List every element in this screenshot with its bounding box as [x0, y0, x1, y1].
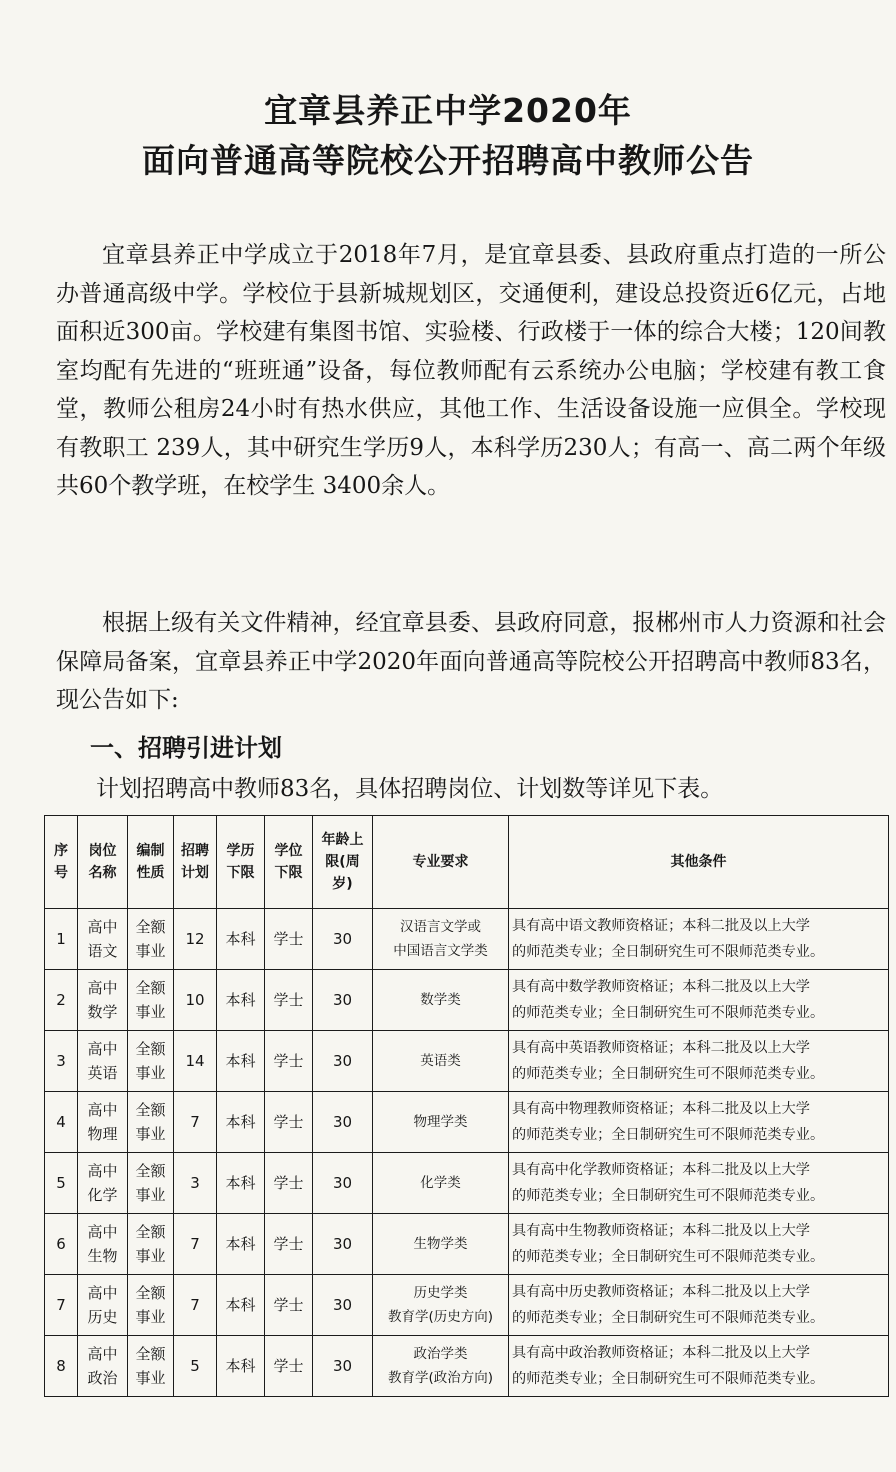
- cell-post: [78, 970, 128, 1031]
- header-text: 下限: [226, 865, 255, 881]
- cell-age: 30: [313, 1031, 373, 1092]
- cell-major-text: 历史学类: [413, 1285, 468, 1301]
- cell-edu: 本科: [217, 970, 265, 1031]
- cell-no: 2: [45, 970, 78, 1031]
- cell-no: 7: [45, 1275, 78, 1336]
- cell-major: [373, 1214, 509, 1275]
- header-text: 学位: [274, 843, 303, 859]
- cell-cond: [509, 1031, 889, 1092]
- cell-cond-text: 的师范类专业；全日制研究生可不限师范类专业。: [512, 1249, 825, 1265]
- cell-major: [373, 1153, 509, 1214]
- table-row: [45, 1153, 889, 1214]
- header-text: 名称: [88, 865, 117, 881]
- cell-type-text: 全额: [135, 918, 166, 936]
- header-text: 限(周: [325, 854, 360, 870]
- cell-type: [128, 1031, 174, 1092]
- header-text: 编制: [136, 843, 165, 859]
- cell-post: [78, 1275, 128, 1336]
- header-text: 年龄上: [321, 832, 364, 848]
- cell-count: 10: [174, 970, 217, 1031]
- table-row: [45, 1336, 889, 1397]
- header-col-count: [174, 816, 217, 909]
- table-body: [45, 909, 889, 1397]
- cell-degree: 学士: [265, 1153, 313, 1214]
- title-line-1: 宜章县养正中学2020年: [264, 91, 632, 130]
- cell-post-text: 高中: [87, 1284, 118, 1302]
- cell-cond: [509, 970, 889, 1031]
- cell-post-text: 历史: [87, 1308, 118, 1326]
- cell-major-text: 英语类: [420, 1053, 461, 1069]
- cell-major-text: 生物学类: [413, 1236, 468, 1252]
- header-col-cond: [509, 816, 889, 909]
- cell-type-text: 全额: [135, 1284, 166, 1302]
- cell-major: [373, 1275, 509, 1336]
- cell-degree: 学士: [265, 1214, 313, 1275]
- cell-major: [373, 1031, 509, 1092]
- cell-type: [128, 1153, 174, 1214]
- cell-post-text: 高中: [87, 1040, 118, 1058]
- cell-post: [78, 909, 128, 970]
- cell-cond-text: 的师范类专业；全日制研究生可不限师范类专业。: [512, 1066, 825, 1082]
- cell-no: 6: [45, 1214, 78, 1275]
- cell-major: [373, 1336, 509, 1397]
- cell-degree: 学士: [265, 1336, 313, 1397]
- header-col-major: [373, 816, 509, 909]
- cell-post-text: 高中: [87, 1223, 118, 1241]
- cell-type-text: 事业: [135, 1064, 166, 1082]
- cell-type: [128, 1336, 174, 1397]
- cell-type: [128, 1092, 174, 1153]
- cell-no: 4: [45, 1092, 78, 1153]
- table-row: [45, 970, 889, 1031]
- cell-cond-text: 的师范类专业；全日制研究生可不限师范类专业。: [512, 1127, 825, 1143]
- cell-major: [373, 1092, 509, 1153]
- cell-cond-text: 的师范类专业；全日制研究生可不限师范类专业。: [512, 944, 825, 960]
- cell-post: [78, 1336, 128, 1397]
- cell-type-text: 全额: [135, 979, 166, 997]
- cell-no: 5: [45, 1153, 78, 1214]
- cell-no: 3: [45, 1031, 78, 1092]
- table-row: [45, 1275, 889, 1336]
- cell-type-text: 事业: [135, 1125, 166, 1143]
- cell-edu: 本科: [217, 1214, 265, 1275]
- cell-cond-text: 具有高中数学教师资格证；本科二批及以上大学: [512, 979, 810, 995]
- cell-type: [128, 1214, 174, 1275]
- cell-age: 30: [313, 1336, 373, 1397]
- basis-paragraph: [56, 604, 886, 720]
- cell-type-text: 事业: [135, 1003, 166, 1021]
- header-col-type: [128, 816, 174, 909]
- cell-age: 30: [313, 1214, 373, 1275]
- cell-degree: 学士: [265, 1092, 313, 1153]
- cell-post: [78, 1031, 128, 1092]
- cell-post-text: 生物: [87, 1247, 118, 1265]
- cell-cond-text: 具有高中政治教师资格证；本科二批及以上大学: [512, 1345, 810, 1361]
- cell-no: 1: [45, 909, 78, 970]
- header-text: 性质: [136, 865, 165, 881]
- cell-degree: 学士: [265, 1031, 313, 1092]
- cell-count: 14: [174, 1031, 217, 1092]
- cell-cond-text: 具有高中化学教师资格证；本科二批及以上大学: [512, 1162, 810, 1178]
- cell-type-text: 全额: [135, 1162, 166, 1180]
- cell-type: [128, 1275, 174, 1336]
- cell-count: 12: [174, 909, 217, 970]
- cell-cond-text: 的师范类专业；全日制研究生可不限师范类专业。: [512, 1371, 825, 1387]
- cell-post: [78, 1092, 128, 1153]
- cell-post: [78, 1214, 128, 1275]
- cell-type-text: 事业: [135, 942, 166, 960]
- cell-cond-text: 的师范类专业；全日制研究生可不限师范类专业。: [512, 1310, 825, 1326]
- cell-age: 30: [313, 1153, 373, 1214]
- cell-major-text: 数学类: [420, 992, 461, 1008]
- cell-major-text: 汉语言文学或: [400, 919, 481, 935]
- cell-cond: [509, 1092, 889, 1153]
- cell-count: 7: [174, 1275, 217, 1336]
- header-text: 岗位: [88, 843, 117, 859]
- cell-cond-text: 的师范类专业；全日制研究生可不限师范类专业。: [512, 1188, 825, 1204]
- cell-edu: 本科: [217, 1336, 265, 1397]
- header-text: 序: [54, 843, 68, 859]
- cell-type-text: 全额: [135, 1223, 166, 1241]
- header-text: 号: [54, 865, 68, 881]
- cell-age: 30: [313, 909, 373, 970]
- cell-type-text: 全额: [135, 1040, 166, 1058]
- basis-text: 根据上级有关文件精神，经宜章县委、县政府同意，报郴州市人力资源和社会保障局备案，宜章县养正中学2020年面向普通高等院校公开招聘高中教师83名，现公告如下:: [56, 610, 886, 713]
- cell-post-text: 英语: [87, 1064, 118, 1082]
- cell-cond-text: 具有高中语文教师资格证；本科二批及以上大学: [512, 918, 810, 934]
- cell-cond: [509, 1153, 889, 1214]
- plan-summary: 计划招聘高中教师83名，具体招聘岗位、计划数等详见下表。: [96, 776, 724, 802]
- cell-major-text: 中国语言文学类: [393, 943, 488, 959]
- cell-age: 30: [313, 1275, 373, 1336]
- header-text: 招聘: [181, 843, 209, 859]
- table-row: [45, 1214, 889, 1275]
- cell-count: 7: [174, 1214, 217, 1275]
- cell-type-text: 事业: [135, 1369, 166, 1387]
- header-text: 其他条件: [670, 854, 727, 870]
- header-col-no: [45, 816, 78, 909]
- cell-edu: 本科: [217, 1031, 265, 1092]
- header-text: 计划: [181, 865, 209, 881]
- cell-type-text: 事业: [135, 1186, 166, 1204]
- cell-type: [128, 909, 174, 970]
- announcement-title: [0, 86, 896, 186]
- section-heading: 一、招聘引进计划: [90, 734, 282, 762]
- cell-no: 8: [45, 1336, 78, 1397]
- cell-cond: [509, 1214, 889, 1275]
- cell-degree: 学士: [265, 1275, 313, 1336]
- header-text: 学历: [226, 843, 255, 859]
- cell-post-text: 政治: [87, 1369, 118, 1387]
- header-text: 下限: [274, 865, 303, 881]
- cell-cond-text: 的师范类专业；全日制研究生可不限师范类专业。: [512, 1005, 825, 1021]
- cell-edu: 本科: [217, 1092, 265, 1153]
- header-text: 专业要求: [412, 854, 469, 870]
- header-col-degree: [265, 816, 313, 909]
- cell-major: [373, 909, 509, 970]
- cell-major-text: 物理学类: [413, 1114, 468, 1130]
- cell-type: [128, 970, 174, 1031]
- cell-post-text: 语文: [87, 942, 118, 960]
- cell-type-text: 全额: [135, 1101, 166, 1119]
- cell-edu: 本科: [217, 1275, 265, 1336]
- cell-cond-text: 具有高中物理教师资格证；本科二批及以上大学: [512, 1101, 810, 1117]
- cell-major-text: 政治学类: [413, 1346, 468, 1362]
- title-line-2: 面向普通高等院校公开招聘高中教师公告: [142, 141, 754, 180]
- intro-paragraph: [56, 236, 886, 506]
- cell-cond: [509, 1336, 889, 1397]
- cell-post-text: 高中: [87, 918, 118, 936]
- recruitment-table: [44, 815, 889, 1397]
- cell-post: [78, 1153, 128, 1214]
- cell-major-text: 教育学(历史方向): [387, 1309, 494, 1325]
- header-col-edu: [217, 816, 265, 909]
- table-row: [45, 1092, 889, 1153]
- cell-cond: [509, 1275, 889, 1336]
- cell-cond-text: 具有高中英语教师资格证；本科二批及以上大学: [512, 1040, 810, 1056]
- table-header-row: [45, 816, 889, 909]
- cell-major: [373, 970, 509, 1031]
- cell-count: 7: [174, 1092, 217, 1153]
- table-row: [45, 909, 889, 970]
- cell-cond-text: 具有高中生物教师资格证；本科二批及以上大学: [512, 1223, 810, 1239]
- cell-cond-text: 具有高中历史教师资格证；本科二批及以上大学: [512, 1284, 810, 1300]
- cell-post-text: 高中: [87, 1162, 118, 1180]
- cell-post-text: 高中: [87, 979, 118, 997]
- cell-post-text: 高中: [87, 1101, 118, 1119]
- cell-post-text: 高中: [87, 1345, 118, 1363]
- cell-count: 5: [174, 1336, 217, 1397]
- header-col-post: [78, 816, 128, 909]
- cell-major-text: 教育学(政治方向): [387, 1370, 494, 1386]
- cell-cond: [509, 909, 889, 970]
- cell-count: 3: [174, 1153, 217, 1214]
- cell-age: 30: [313, 1092, 373, 1153]
- cell-degree: 学士: [265, 970, 313, 1031]
- cell-post-text: 数学: [87, 1003, 118, 1021]
- cell-age: 30: [313, 970, 373, 1031]
- cell-post-text: 物理: [87, 1125, 118, 1143]
- cell-post-text: 化学: [87, 1186, 118, 1204]
- cell-type-text: 事业: [135, 1308, 166, 1326]
- intro-text: 宜章县养正中学成立于2018年7月，是宜章县委、县政府重点打造的一所公办普通高级中学。学校位于县新城规划区，交通便利，建设总投资近6亿元，占地面积近300亩。学校建有集图书馆、实验楼、行政楼于一体的综合大楼；120间教室均配有先进的“班班通”设备，每位教师配有云系统办公电脑；学校建有教工食堂，教师公租房24小时有热水供应，其他工作、生活设备设施一应俱全。学校现有教职工 239人，其中研究生学历9人，本科学历230人；有高一、高二两个年级共60个教学班，在校学生 3400余人。: [56, 242, 886, 499]
- table-row: [45, 1031, 889, 1092]
- cell-edu: 本科: [217, 909, 265, 970]
- cell-type-text: 全额: [135, 1345, 166, 1363]
- cell-edu: 本科: [217, 1153, 265, 1214]
- cell-degree: 学士: [265, 909, 313, 970]
- header-col-age: [313, 816, 373, 909]
- header-text: 岁): [332, 876, 353, 892]
- cell-major-text: 化学类: [420, 1175, 461, 1191]
- cell-type-text: 事业: [135, 1247, 166, 1265]
